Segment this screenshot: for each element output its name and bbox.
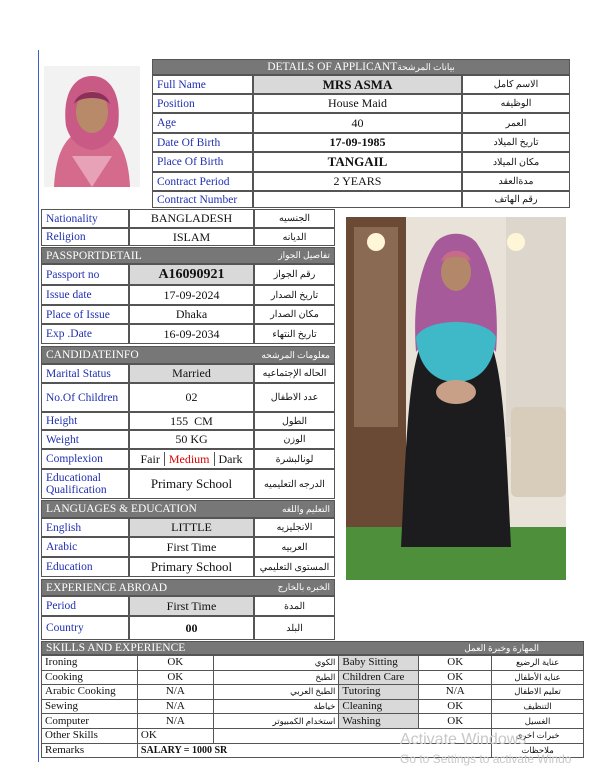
place-of-issue-ar: مكان الصدار <box>254 305 335 324</box>
skills-header <box>41 641 584 655</box>
english-ar: الانجليزيه <box>254 518 335 537</box>
skill-ar: الكوي <box>213 656 339 671</box>
passport-no-label: Passport no <box>41 264 129 285</box>
position-value: House Maid <box>253 94 462 113</box>
religion-ar: الديانه <box>254 228 335 246</box>
age-label: Age <box>152 113 253 133</box>
languages-title: LANGUAGES & EDUCATION <box>46 503 197 515</box>
candidate-header <box>41 346 335 364</box>
experience-title-ar: الخبره بالخارج <box>277 582 330 592</box>
english-label: English <box>41 518 129 537</box>
contract-period-ar: مدةالعقد <box>462 172 570 191</box>
other-skills-ar: خبرات اخرى <box>492 728 584 743</box>
height-ar: الطول <box>254 412 335 430</box>
exp-date-label: Exp .Date <box>41 324 129 344</box>
exp-date-value: 16-09-2034 <box>129 324 254 344</box>
remarks-ar: ملاحظات <box>492 743 584 758</box>
religion-value: ISLAM <box>129 228 254 246</box>
skill-label: Children Care <box>339 670 419 685</box>
arabic-label: Arabic <box>41 537 129 557</box>
nationality-label: Nationality <box>41 209 129 228</box>
remarks-label: Remarks <box>42 743 138 758</box>
other-skills-value: OK <box>137 728 213 743</box>
skills-row <box>42 714 584 729</box>
children-value: 02 <box>129 383 254 412</box>
other-skills-blank <box>213 728 339 743</box>
skill-value: OK <box>419 670 492 685</box>
skill-ar: عناية الرضيع <box>492 656 584 671</box>
nationality-ar: الجنسيه <box>254 209 335 228</box>
skill-label: Cleaning <box>339 699 419 714</box>
remarks-value: SALARY = 1000 SR <box>137 743 491 758</box>
skills-title-ar: المهارة وخبرة العمل <box>464 642 539 653</box>
complexion-fair: Fair <box>140 451 160 466</box>
languages-header <box>41 500 335 518</box>
skill-ar: الطبخ <box>213 670 339 685</box>
children-label: No.Of Children <box>41 383 129 412</box>
pob-label: Place Of Birth <box>152 152 253 172</box>
full-name-value: MRS ASMA <box>253 75 462 94</box>
full-name-label: Full Name <box>152 75 253 94</box>
skill-value: OK <box>419 656 492 671</box>
complexion-label: Complexion <box>41 449 129 469</box>
skill-ar: الطبخ العربي <box>213 685 339 700</box>
place-of-issue-label: Place of Issue <box>41 305 129 324</box>
languages-title-ar: التعليم واللغه <box>282 503 330 514</box>
details-title-ar: بيانات المرشحة <box>397 61 455 72</box>
skill-label: Baby Sitting <box>339 656 419 671</box>
position-label: Position <box>152 94 253 113</box>
full-body-photo <box>346 217 566 580</box>
complexion-ar: لونالبشرة <box>254 449 335 469</box>
skills-row <box>42 699 584 714</box>
nationality-value: BANGLADESH <box>129 209 254 228</box>
skill-value: OK <box>419 699 492 714</box>
weight-ar: الوزن <box>254 430 335 449</box>
exp-date-ar: تاريخ النتهاء <box>254 324 335 344</box>
pob-ar: مكان الميلاد <box>462 152 570 172</box>
period-label: Period <box>41 596 129 616</box>
skills-row <box>42 656 584 671</box>
skill-value: N/A <box>137 685 213 700</box>
skill-ar: الغسيل <box>492 714 584 729</box>
dob-value: 17-09-1985 <box>253 133 462 152</box>
issue-date-label: Issue date <box>41 285 129 305</box>
pob-value: TANGAIL <box>253 152 462 172</box>
marital-status-ar: الحاله الإجتماعيه <box>254 364 335 383</box>
skill-value: OK <box>137 656 213 671</box>
skill-label: Arabic Cooking <box>42 685 138 700</box>
skill-label: Tutoring <box>339 685 419 700</box>
skill-ar: خياطة <box>213 699 339 714</box>
age-ar: العمر <box>462 113 570 133</box>
lang-education-ar: المستوى التعليمي <box>254 557 335 577</box>
skill-label: Cooking <box>42 670 138 685</box>
issue-date-ar: تاريخ الصدار <box>254 285 335 305</box>
period-ar: المدة <box>254 596 335 616</box>
dob-ar: تاريخ الميلاد <box>462 133 570 152</box>
complexion-dark: Dark <box>218 451 243 466</box>
skill-ar: التنظيف <box>492 699 584 714</box>
passport-title: PASSPORTDETAIL <box>46 249 142 262</box>
lang-education-value: Primary School <box>129 557 254 577</box>
country-value: 00 <box>129 616 254 640</box>
experience-title: EXPERIENCE ABROAD <box>46 581 168 594</box>
arabic-ar: العربيه <box>254 537 335 557</box>
weight-label: Weight <box>41 430 129 449</box>
contract-period-label: Contract Period <box>152 172 253 191</box>
children-ar: عدد الاطفال <box>254 383 335 412</box>
passport-photo <box>44 66 140 187</box>
skill-label: Washing <box>339 714 419 729</box>
height-label: Height <box>41 412 129 430</box>
issue-date-value: 17-09-2024 <box>129 285 254 305</box>
contract-number-value <box>253 191 462 208</box>
skills-row <box>42 670 584 685</box>
position-ar: الوظيفه <box>462 94 570 113</box>
marital-status-label: Marital Status <box>41 364 129 383</box>
details-header <box>152 59 570 75</box>
age-value: 40 <box>253 113 462 133</box>
height-value: 155 CM <box>129 412 254 430</box>
education-qual-label: Educational Qualification <box>41 469 129 499</box>
religion-label: Religion <box>41 228 129 246</box>
candidate-title: CANDIDATEINFO <box>46 349 139 361</box>
country-ar: البلد <box>254 616 335 640</box>
skill-value: OK <box>137 670 213 685</box>
contract-number-label: Contract Number <box>152 191 253 208</box>
skill-value: N/A <box>137 714 213 729</box>
skill-label: Sewing <box>42 699 138 714</box>
skill-value: N/A <box>419 685 492 700</box>
skill-value: OK <box>419 714 492 729</box>
skills-title: SKILLS AND EXPERIENCE <box>46 642 186 654</box>
margin-line <box>38 50 39 762</box>
activate-windows-watermark: Activate Windows <box>400 731 527 748</box>
english-value: LITTLE <box>129 518 254 537</box>
skills-row <box>42 685 584 700</box>
country-label: Country <box>41 616 129 640</box>
experience-header <box>41 579 335 596</box>
passport-header <box>41 247 335 264</box>
other-skills-label: Other Skills <box>42 728 138 743</box>
complexion-value <box>129 449 254 469</box>
weight-value: 50 KG <box>129 430 254 449</box>
education-qual-value: Primary School <box>129 469 254 499</box>
contract-number-ar: رقم الهاتف <box>462 191 570 208</box>
details-title: DETAILS OF APPLICANT <box>267 61 398 73</box>
complexion-medium: Medium <box>168 451 210 466</box>
skill-ar: تعليم الاطفال <box>492 685 584 700</box>
contract-period-value: 2 YEARS <box>253 172 462 191</box>
place-of-issue-value: Dhaka <box>129 305 254 324</box>
education-qual-ar: الدرجه التعليميه <box>254 469 335 499</box>
dob-label: Date Of Birth <box>152 133 253 152</box>
skill-value: N/A <box>137 699 213 714</box>
skill-ar: عناية الأطفال <box>492 670 584 685</box>
activate-windows-hint: Go to Settings to activate Windo <box>400 752 572 766</box>
full-name-ar: الاسم كامل <box>462 75 570 94</box>
skill-label: Ironing <box>42 656 138 671</box>
skill-label: Computer <box>42 714 138 729</box>
period-value: First Time <box>129 596 254 616</box>
skill-ar: استخدام الكمبيوتر <box>213 714 339 729</box>
candidate-title-ar: معلومات المرشحه <box>261 349 330 360</box>
lang-education-label: Education <box>41 557 129 577</box>
marital-status-value: Married <box>129 364 254 383</box>
passport-title-ar: تفاصيل الجواز <box>278 250 330 260</box>
arabic-value: First Time <box>129 537 254 557</box>
passport-no-ar: رقم الجواز <box>254 264 335 285</box>
passport-no-value: A16090921 <box>129 264 254 285</box>
